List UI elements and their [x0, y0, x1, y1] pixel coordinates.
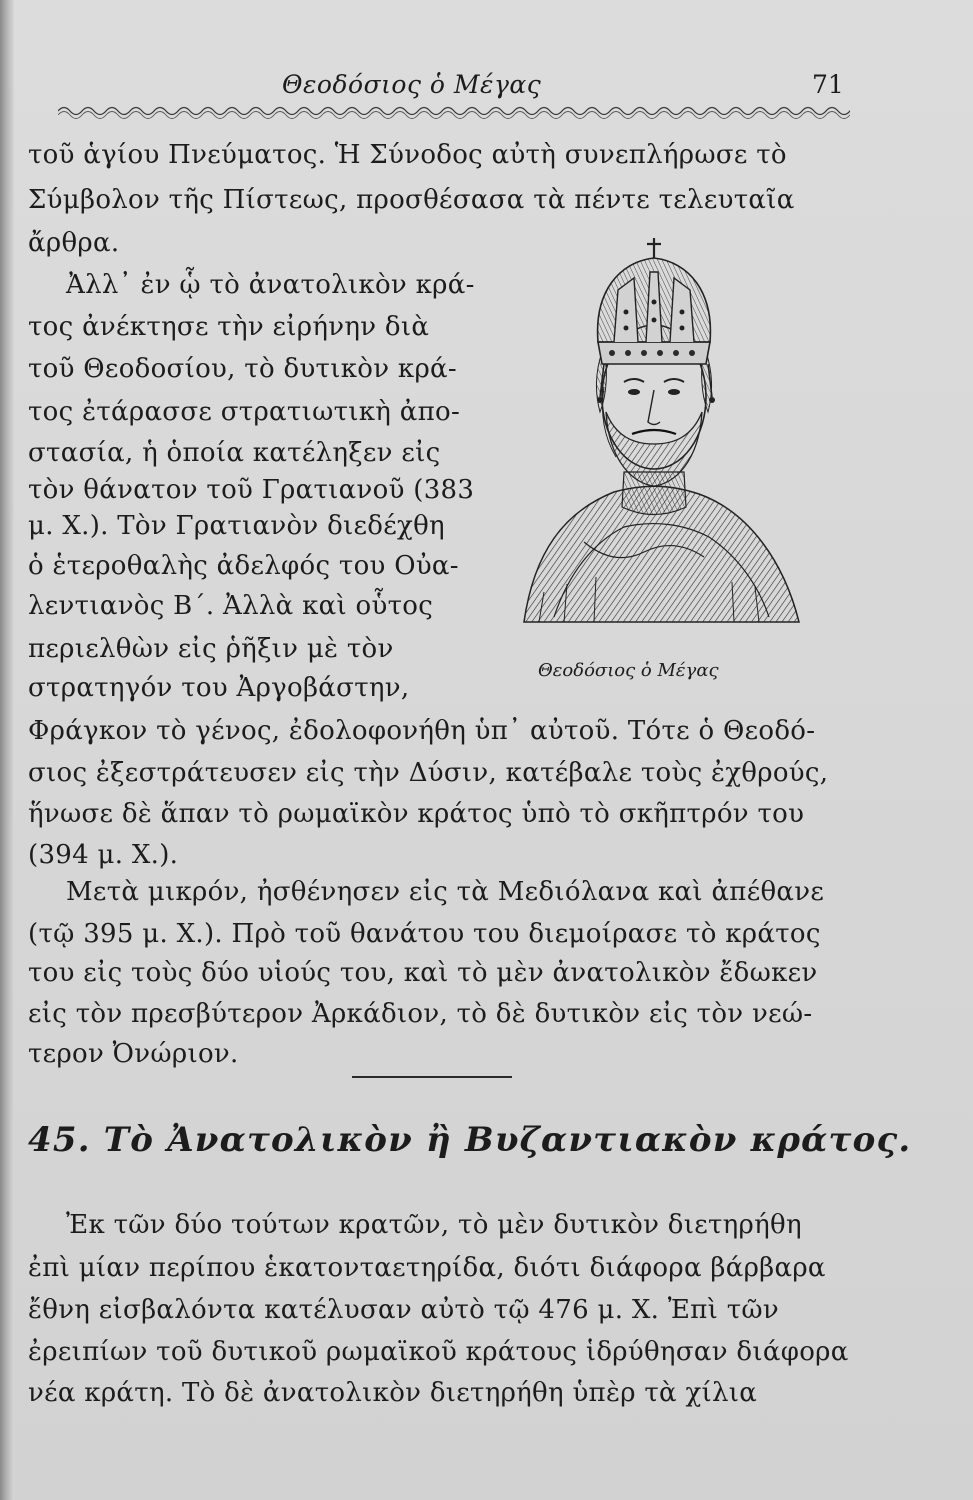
- text-line: τερον Ὀνώριον.: [28, 1039, 239, 1069]
- text-line: μ. Χ.). Τὸν Γρατιανὸν διεδέχθη: [28, 511, 445, 541]
- page-binding-shadow: [0, 0, 14, 1500]
- text-line: λεντιανὸς Β΄. Ἀλλὰ καὶ οὗτος: [28, 591, 434, 621]
- theodosius-portrait-image: [494, 222, 814, 652]
- text-line: ἔθνη εἰσβαλόντα κατέλυσαν αὐτὸ τῷ 476 μ. Χ. Ἐπὶ τῶν: [28, 1295, 780, 1325]
- text-line: ὁ ἑτεροθαλὴς ἀδελφός του Οὐα-: [28, 551, 459, 581]
- text-line: (394 μ. Χ.).: [28, 840, 179, 870]
- text-line: Μετὰ μικρόν, ἠσθένησεν εἰς τὰ Μεδιόλανα καὶ ἀπέθανε: [66, 877, 825, 907]
- text-line: ἐπὶ μίαν περίπου ἑκατονταετηρίδα, διότι διάφορα βάρβαρα: [28, 1253, 826, 1283]
- text-line: Φράγκον τὸ γένος, ἐδολοφονήθη ὑπ᾿ αὐτοῦ. Τότε ὁ Θεοδό-: [28, 716, 816, 746]
- text-line: τος ἀνέκτησε τὴν εἰρήνην διὰ: [28, 312, 430, 342]
- running-title: Θεοδόσιος ὁ Μέγας: [282, 70, 542, 99]
- text-line: τος ἐτάρασσε στρατιωτικὴ ἀπο-: [28, 397, 461, 427]
- text-line: Ἀλλ᾿ ἐν ᾧ τὸ ἀνατολικὸν κρά-: [66, 270, 475, 300]
- text-line: σιος ἐξεστράτευσεν εἰς τὴν Δύσιν, κατέβαλε τοὺς ἐχθρούς,: [28, 758, 829, 788]
- text-line: περιελθὼν εἰς ῥῆξιν μὲ τὸν: [28, 634, 394, 664]
- page-header: [0, 64, 973, 104]
- text-line: ἐρειπίων τοῦ δυτικοῦ ρωμαϊκοῦ κράτους ἱδρύθησαν διάφορα: [28, 1337, 849, 1367]
- text-line: Ἐκ τῶν δύο τούτων κρατῶν, τὸ μὲν δυτικὸν διετηρήθη: [66, 1210, 802, 1240]
- text-line: νέα κράτη. Τὸ δὲ ἀνατολικὸν διετηρήθη ὑπὲρ τὰ χίλια: [28, 1378, 758, 1408]
- portrait-caption: Θεοδόσιος ὁ Μέγας: [538, 660, 719, 681]
- text-line: ἄρθρα.: [28, 228, 120, 258]
- text-line: τοῦ ἁγίου Πνεύματος. Ἡ Σύνοδος αὐτὴ συνεπλήρωσε τὸ: [28, 140, 787, 170]
- section-separator: [352, 1076, 512, 1078]
- text-line: του εἰς τοὺς δύο υἱούς του, καὶ τὸ μὲν ἀνατολικὸν ἔδωκεν: [28, 958, 818, 988]
- text-line: στασία, ἡ ὁποία κατέληξεν εἰς: [28, 438, 441, 468]
- section-heading: 45. Τὸ Ἀνατολικὸν ἢ Βυζαντιακὸν κράτος.: [28, 1120, 912, 1160]
- header-ornament-rule: [58, 101, 850, 121]
- text-line: τοῦ Θεοδοσίου, τὸ δυτικὸν κρά-: [28, 354, 457, 384]
- text-line: Σύμβολον τῆς Πίστεως, προσθέσασα τὰ πέντε τελευταῖα: [28, 185, 795, 215]
- text-line: στρατηγόν του Ἀργοβάστην,: [28, 673, 410, 703]
- page-number: 71: [812, 70, 844, 99]
- text-line: (τῷ 395 μ. Χ.). Πρὸ τοῦ θανάτου του διεμοίρασε τὸ κράτος: [28, 919, 821, 949]
- text-line: εἰς τὸν πρεσβύτερον Ἀρκάδιον, τὸ δὲ δυτικὸν εἰς τὸν νεώ-: [28, 999, 813, 1029]
- text-line: ἥνωσε δὲ ἅπαν τὸ ρωμαϊκὸν κράτος ὑπὸ τὸ σκῆπτρόν του: [28, 799, 805, 829]
- text-line: τὸν θάνατον τοῦ Γρατιανοῦ (383: [28, 475, 475, 505]
